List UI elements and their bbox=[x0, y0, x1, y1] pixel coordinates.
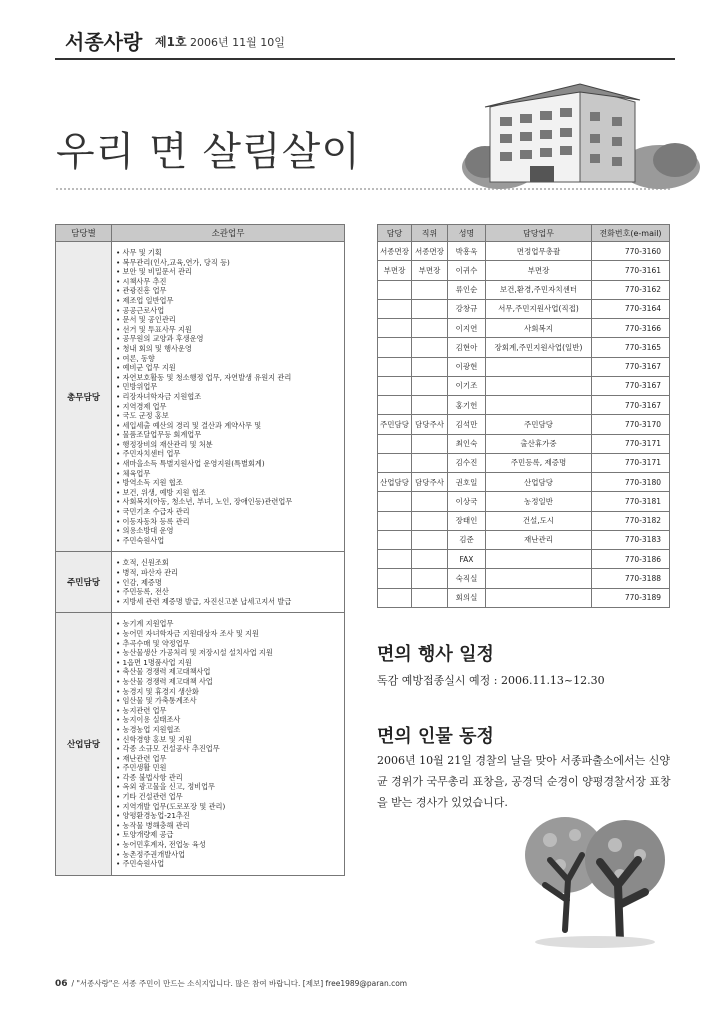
duty-item: • 세입세출 예산의 경리 및 결산과 계약사무 및 bbox=[116, 421, 340, 431]
duty-item: • 물품조달업무등 회계업무 bbox=[116, 430, 340, 440]
page-title: 우리 면 살림살이 bbox=[56, 129, 361, 175]
team-cell: 서종면장 bbox=[378, 242, 412, 261]
column-header-dept: 담당별 bbox=[56, 225, 112, 242]
duty-cell: 보건,환경,주민자치센터 bbox=[486, 280, 592, 299]
name-cell: 류인순 bbox=[448, 280, 486, 299]
name-cell: 이귀수 bbox=[448, 261, 486, 280]
staff-row bbox=[378, 511, 670, 530]
position-cell: 서종면장 bbox=[412, 242, 448, 261]
issue-info bbox=[155, 33, 285, 50]
name-cell: 회의실 bbox=[448, 588, 486, 607]
staff-row bbox=[378, 588, 670, 607]
staff-row bbox=[378, 530, 670, 549]
duty-cell: 농정일반 bbox=[486, 492, 592, 511]
duty-item: • 제조업 일반업무 bbox=[116, 296, 340, 306]
duty-item: • 자연보호활동 및 청소행정 업무, 자연발생 유원지 관리 bbox=[116, 373, 340, 383]
phone-cell: 770-3186 bbox=[592, 550, 670, 569]
phone-cell: 770-3165 bbox=[592, 338, 670, 357]
staff-row bbox=[378, 261, 670, 280]
duty-item: • 농어민후계자, 전업농 육성 bbox=[116, 840, 340, 850]
phone-cell: 770-3166 bbox=[592, 319, 670, 338]
staff-row bbox=[378, 396, 670, 415]
duty-cell bbox=[486, 396, 592, 415]
column-header-duties: 소관업무 bbox=[112, 225, 345, 242]
column-header-phone: 전화번호(e-mail) bbox=[592, 225, 670, 242]
team-cell bbox=[378, 396, 412, 415]
team-cell bbox=[378, 434, 412, 453]
duties-cell bbox=[112, 613, 345, 875]
duty-item: • 보건, 위생, 예방 지원 협조 bbox=[116, 488, 340, 498]
name-cell: 이상국 bbox=[448, 492, 486, 511]
duties-table bbox=[55, 224, 345, 876]
duty-cell: 산업담당 bbox=[486, 473, 592, 492]
events-text: 독감 예방접종실시 예정 : 2006.11.13~12.30 bbox=[377, 674, 605, 687]
duty-item: • 추곡수매 및 약정업무 bbox=[116, 639, 340, 649]
position-cell bbox=[412, 492, 448, 511]
team-cell bbox=[378, 511, 412, 530]
team-cell bbox=[378, 453, 412, 472]
duty-item: • 농기계 지원업무 bbox=[116, 619, 340, 629]
duty-cell: 장회계,주민지원사업(일반) bbox=[486, 338, 592, 357]
duty-cell: 재난관리 bbox=[486, 530, 592, 549]
name-cell: 홍기헌 bbox=[448, 396, 486, 415]
position-cell bbox=[412, 280, 448, 299]
duty-item: • 청내 회의 및 행사운영 bbox=[116, 344, 340, 354]
name-cell: 장태인 bbox=[448, 511, 486, 530]
duty-item: • 공무원의 교양과 후생운영 bbox=[116, 334, 340, 344]
duty-item: • 옥외 광고물을 신고, 정비업무 bbox=[116, 782, 340, 792]
staff-row bbox=[378, 492, 670, 511]
team-cell bbox=[378, 376, 412, 395]
phone-cell: 770-3180 bbox=[592, 473, 670, 492]
position-cell bbox=[412, 453, 448, 472]
name-cell: 최인숙 bbox=[448, 434, 486, 453]
duty-item: • 공공근로사업 bbox=[116, 306, 340, 316]
position-cell bbox=[412, 396, 448, 415]
duty-item: • 병적, 파산자 관리 bbox=[116, 568, 340, 578]
team-cell bbox=[378, 550, 412, 569]
name-cell: 숙직실 bbox=[448, 569, 486, 588]
position-cell: 부면장 bbox=[412, 261, 448, 280]
duty-item: • 선거 및 투표사무 지원 bbox=[116, 325, 340, 335]
duty-item: • 각종 소규모 건설공사 추진업무 bbox=[116, 744, 340, 754]
duty-item: • 호적, 신원조회 bbox=[116, 558, 340, 568]
phone-cell: 770-3160 bbox=[592, 242, 670, 261]
duty-item: • 국민기초 수급자 관리 bbox=[116, 507, 340, 517]
position-cell bbox=[412, 588, 448, 607]
duty-item: • 농어민 자녀학자금 지원대상자 조사 및 지원 bbox=[116, 629, 340, 639]
phone-cell: 770-3164 bbox=[592, 299, 670, 318]
team-cell bbox=[378, 492, 412, 511]
phone-cell: 770-3183 bbox=[592, 530, 670, 549]
position-cell bbox=[412, 550, 448, 569]
phone-cell: 770-3171 bbox=[592, 453, 670, 472]
staff-row bbox=[378, 434, 670, 453]
duty-cell: 주민등록, 제증명 bbox=[486, 453, 592, 472]
position-cell bbox=[412, 530, 448, 549]
duty-item: • 의용소방대 운영 bbox=[116, 526, 340, 536]
team-cell bbox=[378, 338, 412, 357]
column-header-team: 담당 bbox=[378, 225, 412, 242]
duty-item: • 사회복지(아동, 청소년, 부녀, 노인, 장애인등)관련업무 bbox=[116, 497, 340, 507]
duty-item: • 보안 및 비밀문서 관리 bbox=[116, 267, 340, 277]
phone-cell: 770-3182 bbox=[592, 511, 670, 530]
staff-row bbox=[378, 357, 670, 376]
duty-cell bbox=[486, 588, 592, 607]
duty-item: • 농지관련 업무 bbox=[116, 706, 340, 716]
phone-cell: 770-3167 bbox=[592, 396, 670, 415]
staff-row bbox=[378, 299, 670, 318]
phone-cell: 770-3167 bbox=[592, 357, 670, 376]
staff-row bbox=[378, 453, 670, 472]
duty-item: • 1읍면 1명품사업 지원 bbox=[116, 658, 340, 668]
issue-date: 2006년 11월 10일 bbox=[190, 36, 285, 49]
duty-item: • 민방위업무 bbox=[116, 382, 340, 392]
duty-item: • 주민등록, 전산 bbox=[116, 587, 340, 597]
duty-item: • 시책사무 추진 bbox=[116, 277, 340, 287]
staff-row bbox=[378, 550, 670, 569]
duty-item: • 농작물 병해충해 관리 bbox=[116, 821, 340, 831]
position-cell bbox=[412, 434, 448, 453]
duty-cell bbox=[486, 376, 592, 395]
duty-item: • 축산물 경쟁력 제고대책사업 bbox=[116, 667, 340, 677]
duty-item: • 농경지 및 휴경지 생산화 bbox=[116, 687, 340, 697]
duty-item: • 예비군 업무 지원 bbox=[116, 363, 340, 373]
duty-item: • 체육업무 bbox=[116, 469, 340, 479]
name-cell: 김석만 bbox=[448, 415, 486, 434]
staff-row bbox=[378, 338, 670, 357]
duty-item: • 재난관련 업무 bbox=[116, 754, 340, 764]
duty-cell: 면정업무총괄 bbox=[486, 242, 592, 261]
position-cell bbox=[412, 338, 448, 357]
phone-cell: 770-3167 bbox=[592, 376, 670, 395]
duties-cell bbox=[112, 552, 345, 613]
duty-item: • 이동자동차 등록 관리 bbox=[116, 517, 340, 527]
duties-row bbox=[56, 242, 345, 552]
duty-item: • 리장자녀학자금 지원협조 bbox=[116, 392, 340, 402]
duties-row bbox=[56, 613, 345, 875]
name-cell: 김현아 bbox=[448, 338, 486, 357]
duty-cell: 출산휴가중 bbox=[486, 434, 592, 453]
people-title: 면의 인물 동정 bbox=[377, 726, 494, 747]
duty-cell: 서무,주민지원사업(직접) bbox=[486, 299, 592, 318]
duty-cell: 부면장 bbox=[486, 261, 592, 280]
column-header-position: 직위 bbox=[412, 225, 448, 242]
phone-cell: 770-3161 bbox=[592, 261, 670, 280]
dept-cell: 총무담당 bbox=[56, 242, 112, 552]
duty-cell bbox=[486, 569, 592, 588]
staff-row bbox=[378, 473, 670, 492]
position-cell bbox=[412, 376, 448, 395]
staff-row bbox=[378, 569, 670, 588]
duty-cell bbox=[486, 550, 592, 569]
duty-item: • 복무관리(인사,교육,연가, 당직 등) bbox=[116, 258, 340, 268]
name-cell: 박흥욱 bbox=[448, 242, 486, 261]
duty-item: • 토양개량제 공급 bbox=[116, 830, 340, 840]
team-cell: 산업담당 bbox=[378, 473, 412, 492]
duty-cell: 사회복지 bbox=[486, 319, 592, 338]
position-cell bbox=[412, 569, 448, 588]
duty-item: • 양평환경농업-21추진 bbox=[116, 811, 340, 821]
duty-cell: 주민담당 bbox=[486, 415, 592, 434]
duty-item: • 새마을소득 특별지원사업 운영지원(특별회계) bbox=[116, 459, 340, 469]
duty-cell bbox=[486, 357, 592, 376]
name-cell: 이광현 bbox=[448, 357, 486, 376]
phone-cell: 770-3181 bbox=[592, 492, 670, 511]
team-cell bbox=[378, 530, 412, 549]
people-text: 2006년 10월 21일 경찰의 날을 맞아 서종파출소에서는 신양균 경위가 국무총리 표창을, 공경덕 순경이 양평경찰서장 표창을 받는 경사가 있었습니다. bbox=[377, 754, 671, 809]
duty-item: • 임산물 및 가축통계조사 bbox=[116, 696, 340, 706]
duty-item: • 주민생활 민원 bbox=[116, 763, 340, 773]
events-title: 면의 행사 일정 bbox=[377, 644, 494, 665]
duty-item: • 국도 군정 홍보 bbox=[116, 411, 340, 421]
phone-cell: 770-3171 bbox=[592, 434, 670, 453]
duty-item: • 지방세 관련 제증명 발급, 자진신고분 납세고지서 발급 bbox=[116, 597, 340, 607]
team-cell bbox=[378, 280, 412, 299]
staff-table bbox=[377, 224, 670, 608]
position-cell bbox=[412, 511, 448, 530]
staff-row bbox=[378, 376, 670, 395]
staff-row bbox=[378, 415, 670, 434]
duty-item: • 지역개발 업무(도로포장 및 관리) bbox=[116, 802, 340, 812]
duty-item: • 농산물 경쟁력 제고대책 사업 bbox=[116, 677, 340, 687]
building-illustration bbox=[460, 62, 700, 190]
phone-cell: 770-3188 bbox=[592, 569, 670, 588]
team-cell bbox=[378, 357, 412, 376]
position-cell bbox=[412, 319, 448, 338]
duty-item: • 신학경향 홍보 및 지원 bbox=[116, 735, 340, 745]
duty-item: • 방역소독 지원 협조 bbox=[116, 478, 340, 488]
position-cell bbox=[412, 299, 448, 318]
name-cell: FAX bbox=[448, 550, 486, 569]
staff-row bbox=[378, 280, 670, 299]
duty-item: • 주민자치센터 업무 bbox=[116, 449, 340, 459]
page-number: 06 bbox=[55, 979, 68, 989]
team-cell bbox=[378, 319, 412, 338]
name-cell: 김준 bbox=[448, 530, 486, 549]
duty-item: • 농촌정주권개발사업 bbox=[116, 850, 340, 860]
duty-item: • 여론, 동향 bbox=[116, 354, 340, 364]
duty-item: • 주민숙원사업 bbox=[116, 859, 340, 869]
duty-item: • 문서 및 공인관리 bbox=[116, 315, 340, 325]
phone-cell: 770-3170 bbox=[592, 415, 670, 434]
position-cell bbox=[412, 357, 448, 376]
duties-cell bbox=[112, 242, 345, 552]
team-cell bbox=[378, 569, 412, 588]
team-cell bbox=[378, 299, 412, 318]
page-footer: 06 / "서종사랑"은 서종 주민이 만드는 소식지입니다. 많은 참여 바랍니다. [제보] free1989@paran.com bbox=[55, 979, 408, 989]
duty-item: • 지역경제 업무 bbox=[116, 402, 340, 412]
dept-cell: 산업담당 bbox=[56, 613, 112, 875]
duty-item: • 행정장비의 재산관리 및 처분 bbox=[116, 440, 340, 450]
duty-item: • 인감, 제증명 bbox=[116, 578, 340, 588]
duty-item: • 각종 불법사항 관리 bbox=[116, 773, 340, 783]
footer-text: "서종사랑"은 서종 주민이 만드는 소식지입니다. 많은 참여 바랍니다. [제보] free1989@paran.com bbox=[76, 979, 408, 988]
staff-row bbox=[378, 242, 670, 261]
newsletter-brand: 서종사랑 bbox=[65, 30, 143, 54]
phone-cell: 770-3162 bbox=[592, 280, 670, 299]
staff-row bbox=[378, 319, 670, 338]
duty-item: • 주민숙원사업 bbox=[116, 536, 340, 546]
duty-cell: 건설,도시 bbox=[486, 511, 592, 530]
phone-cell: 770-3189 bbox=[592, 588, 670, 607]
duty-item: • 농경농업 지원협조 bbox=[116, 725, 340, 735]
name-cell: 강창규 bbox=[448, 299, 486, 318]
name-cell: 이기조 bbox=[448, 376, 486, 395]
page-header bbox=[55, 24, 675, 60]
position-cell: 담당주사 bbox=[412, 473, 448, 492]
duties-row bbox=[56, 552, 345, 613]
team-cell bbox=[378, 588, 412, 607]
duty-item: • 기타 건설관련 업무 bbox=[116, 792, 340, 802]
name-cell: 이지연 bbox=[448, 319, 486, 338]
name-cell: 김수진 bbox=[448, 453, 486, 472]
column-header-name: 성명 bbox=[448, 225, 486, 242]
duty-item: • 관광진흥 업무 bbox=[116, 286, 340, 296]
duty-item: • 농산물생산 가공처리 및 저장시설 설치사업 지원 bbox=[116, 648, 340, 658]
duty-item: • 농지이용 실태조사 bbox=[116, 715, 340, 725]
team-cell: 주민담당 bbox=[378, 415, 412, 434]
column-header-duty: 담당업무 bbox=[486, 225, 592, 242]
team-cell: 부면장 bbox=[378, 261, 412, 280]
position-cell: 담당주사 bbox=[412, 415, 448, 434]
dept-cell: 주민담당 bbox=[56, 552, 112, 613]
issue-number: 제1호 bbox=[155, 35, 187, 49]
trees-illustration bbox=[520, 800, 670, 950]
duty-item: • 사무 및 기획 bbox=[116, 248, 340, 258]
name-cell: 권호일 bbox=[448, 473, 486, 492]
